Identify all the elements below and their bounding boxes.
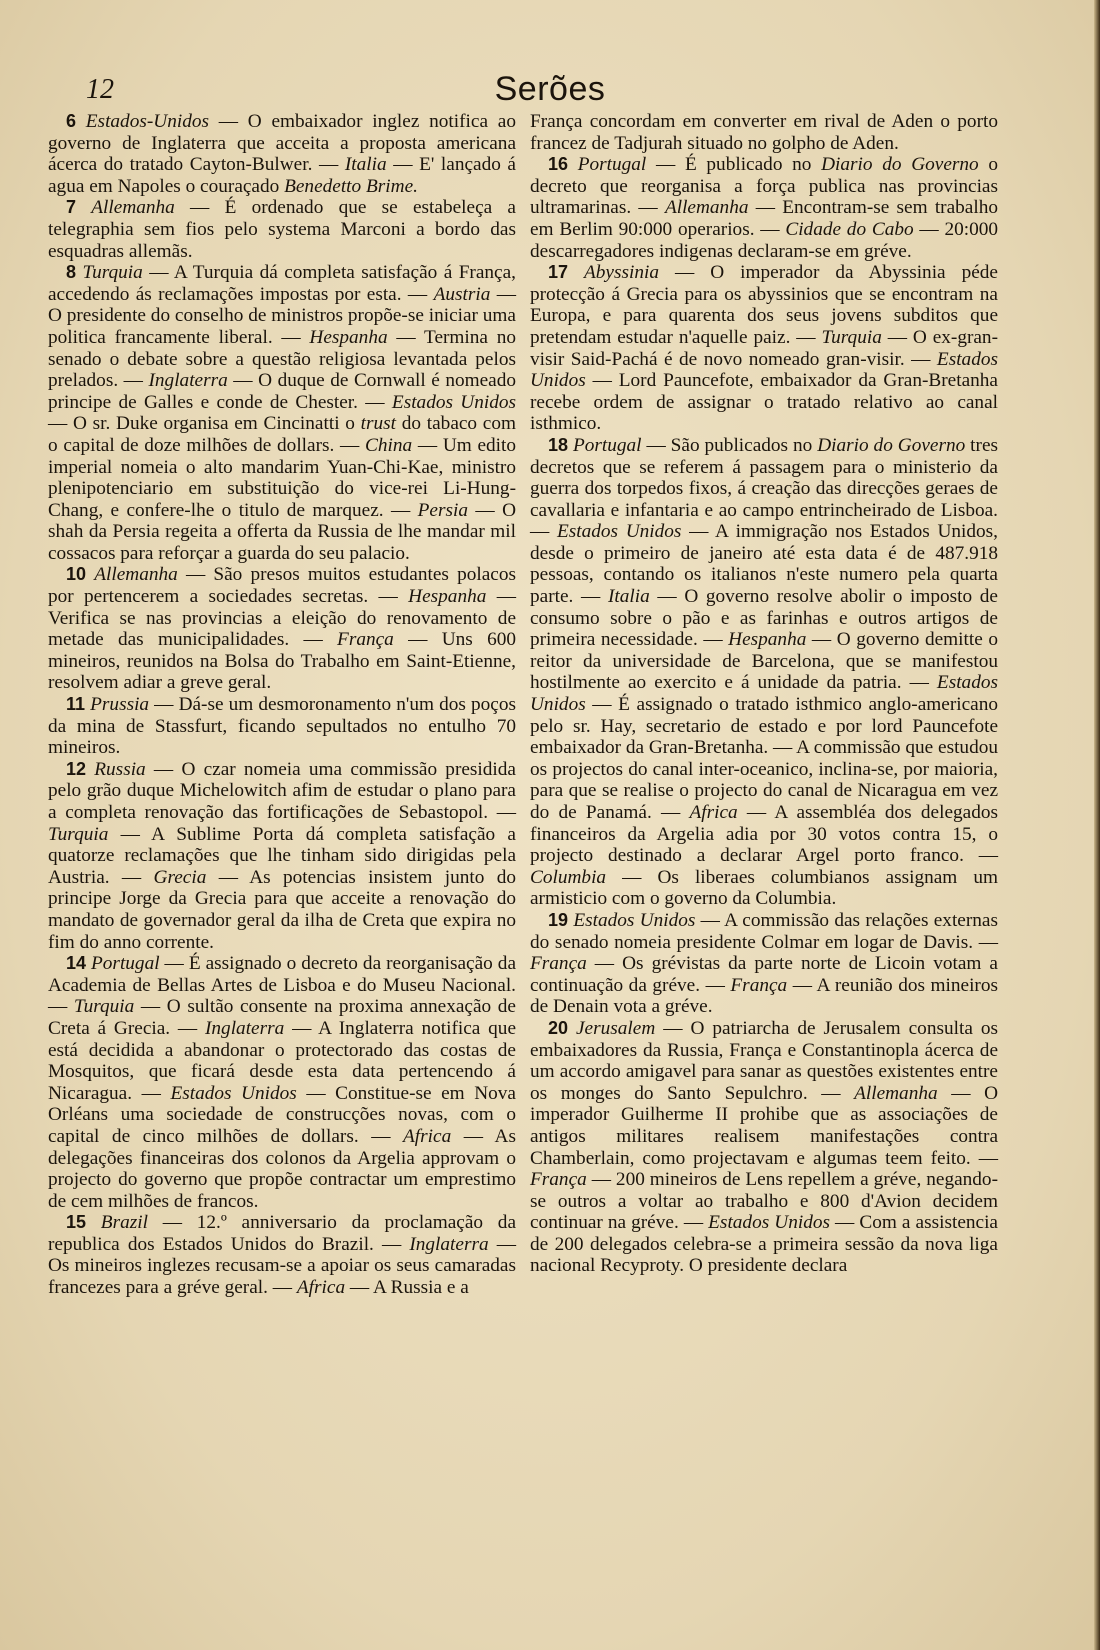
entry-text: — A commissão das relações externas do senado nomeia presidente Colmar em logar de Davis. — bbox=[530, 909, 998, 953]
entry-place-name: Abyssinia bbox=[584, 262, 659, 284]
entry-text: — Dá-se um desmoronamento n'um dos poços da mina de Stassfurt, ficando sepultados no entulho 70 mineiros. bbox=[48, 694, 516, 759]
entry-day-number: 14 bbox=[66, 953, 87, 974]
entry-text: — A Russia e a bbox=[345, 1277, 469, 1299]
entry-day-number: 12 bbox=[66, 758, 87, 779]
entry-text: — Encontram-se sem trabalho em Berlim 90:000 operarios. — bbox=[530, 197, 998, 240]
entry-place-name: Portugal bbox=[577, 154, 647, 176]
entry-place-name: Allemanha bbox=[854, 1082, 938, 1104]
entry-place-name: Inglaterra bbox=[148, 370, 228, 392]
entry-text: — Os mineiros inglezes recusam-se a apoiar os seus camaradas francezes para a gréve geral. — bbox=[48, 1233, 516, 1299]
entry-text: — E' lançado á agua em Napoles o couraçado bbox=[48, 154, 516, 197]
entry-place-name: Persia bbox=[417, 499, 468, 521]
chronicle-entry bbox=[48, 564, 516, 694]
entry-text: tres decretos que se referem á passagem para o ministerio da guerra dos torpedos fixos, á creação das direcções geraes de cavallaria e infantaria e ao campo entrincheirado de Lisboa. — bbox=[530, 434, 999, 543]
entry-place-name: Russia bbox=[94, 758, 146, 780]
entry-place-name: França bbox=[730, 974, 788, 996]
entry-place-name: Italia bbox=[607, 586, 650, 608]
entry-text: — Um edito imperial nomeia o alto mandarim Yuan-Chi-Kae, ministro plenipotenciario em substituição do vice-rei Li-Hung-Chang, e confere-lhe o titulo de marquez. — bbox=[48, 434, 516, 521]
entry-day-number: 17 bbox=[548, 262, 569, 283]
entry-place-name: Estados Unidos bbox=[391, 391, 517, 413]
entry-text: — É assignado o tratado isthmico anglo-americano pelo sr. Hay, secretario de estado e por lord Pauncefote embaixador da Gran-Bretanha. — A commissão que estudou os projectos do canal inter-oceanico, inclina-se, por maioria, para que se realise o projecto do canal de Nicaragua em vez do de Panamá. — bbox=[530, 694, 998, 823]
entry-text: — São presos muitos estudantes polacos por pertencerem a sociedades secretas. — bbox=[48, 564, 516, 608]
entry-day-number: 20 bbox=[548, 1017, 569, 1038]
entry-place-name: Hespanha bbox=[728, 629, 807, 651]
entry-text: — É ordenado que se estabeleça a telegraphia sem fios pelo systema Marconi a bordo das esquadras allemãs. bbox=[48, 197, 516, 262]
entry-place-name: Africa bbox=[403, 1125, 452, 1147]
entry-day-number: 16 bbox=[548, 154, 569, 175]
entry-place-name: Turquia bbox=[48, 823, 109, 845]
chronicle-entry bbox=[48, 262, 516, 564]
entry-place-name: trust bbox=[360, 413, 397, 435]
entry-place-name: Prussia bbox=[90, 694, 150, 716]
entry-place-name: Austria bbox=[433, 283, 491, 305]
entry-text: — A Turquia dá completa satisfação á França, accedendo ás reclamações impostas por esta. — bbox=[48, 262, 516, 305]
entry-text: — Os liberaes columbianos assignam um armisticio com o governo da Columbia. bbox=[530, 866, 998, 910]
entry-day-number: 6 bbox=[66, 111, 77, 131]
entry-text: — A immigração nos Estados Unidos, desde o primeiro de janeiro até esta data é de 487.918 pessoas, contando os italianos n'este numero pela quarta parte. — bbox=[530, 521, 998, 608]
entry-place-name: Inglaterra bbox=[409, 1233, 489, 1255]
entry-place-name: Estados Unidos bbox=[573, 909, 696, 931]
entry-place-name: Allemanha bbox=[91, 197, 175, 219]
chronicle-entry bbox=[530, 435, 998, 910]
chronicle-entry bbox=[48, 759, 516, 953]
entry-text: — Os grévistas da parte norte de Licoin votam a continuação da gréve. — bbox=[530, 953, 998, 996]
entry-place-name: Estados Unidos bbox=[556, 521, 682, 543]
entry-place-name: Hespanha bbox=[408, 586, 487, 608]
entry-place-name: Cidade do Cabo bbox=[785, 218, 914, 240]
entry-text: — 200 mineiros de Lens repellem a gréve, negando-se outros a voltar ao trabalho e 800 d'Avion decidem continuar na gréve. — bbox=[530, 1169, 998, 1234]
entry-place-name: Africa bbox=[296, 1277, 346, 1299]
page-number: 12 bbox=[86, 74, 114, 105]
entry-text: — 12.º anniversario da proclamação da republica dos Estados Unidos do Brazil. — bbox=[48, 1212, 516, 1255]
entry-day-number: 10 bbox=[66, 564, 87, 585]
entry-text: — O czar nomeia uma commissão presidida pelo grão duque Michelowitch afim de estudar o plano para a completa renovação das fortificações de Sebastopol. — bbox=[48, 758, 516, 823]
entry-place-name: França bbox=[530, 953, 587, 975]
right-column bbox=[530, 111, 998, 1277]
entry-text: — O imperador da Abyssinia péde protecção á Grecia para os abyssinios que se encontram na Europa, e para quarenta dos seus jovens subditos que pretendam estudar n'aquelle paiz. — bbox=[530, 262, 998, 348]
chronicle-entry bbox=[48, 111, 516, 197]
chronicle-entry bbox=[48, 1212, 516, 1298]
entry-place-name: China bbox=[365, 434, 413, 456]
entry-text: — O presidente do conselho de ministros propõe-se iniciar uma politica francamente liberal. — bbox=[48, 283, 516, 348]
entry-text: — Verifica se nas provincias a eleição do renovamento de metade das municipalidades. — bbox=[48, 586, 516, 651]
entry-place-name: Grecia bbox=[153, 866, 207, 888]
entry-place-name: Allemanha bbox=[664, 197, 749, 219]
chronicle-entry bbox=[48, 694, 516, 759]
entry-text: — As delegações financeiras dos colonos da Argelia approvam o projecto do governo que propõe contractar um emprestimo de cem milhões de francos. bbox=[48, 1125, 516, 1212]
entry-place-name: Hespanha bbox=[309, 326, 388, 348]
entry-text: — É assignado o decreto da reorganisação da Academia de Bellas Artes de Lisboa e do Museu Nacional. — bbox=[48, 953, 516, 1018]
entry-place-name: Turquia bbox=[821, 326, 882, 348]
entry-place-name: França bbox=[530, 1169, 587, 1191]
entry-text: — A reunião dos mineiros de Denain vota a gréve. bbox=[530, 974, 998, 1018]
entry-place-name: Estados-Unidos bbox=[85, 111, 209, 132]
entry-text: — O governo demitte o reitor da universidade de Barcelona, que se manifestou hostilmente ao exercito e á unidade da patria. — bbox=[530, 629, 998, 694]
left-column bbox=[48, 111, 516, 1299]
entry-place-name: Diario do Governo bbox=[821, 154, 979, 176]
entry-text: — Uns 600 mineiros, reunidos na Bolsa do Trabalho em Saint-Etienne, resolvem adiar a greve geral. bbox=[48, 629, 516, 694]
entry-place-name: Brazil bbox=[100, 1212, 148, 1234]
chronicle-entry bbox=[530, 154, 998, 262]
entry-text: — A Inglaterra notifica que está decidida a abandonar o protectorado das costas de Mosquitos, que ficará desde esta data pertencendo á Nicaragua. — bbox=[48, 1017, 516, 1104]
entry-text: — É publicado no bbox=[646, 154, 822, 176]
entry-text: — Lord Pauncefote, embaixador da Gran-Bretanha recebe ordem de assignar o tratado relativo ao canal isthmico. bbox=[530, 370, 998, 435]
entry-day-number: 8 bbox=[66, 262, 77, 283]
entry-place-name: Africa bbox=[689, 802, 738, 823]
entry-text: — Com a assistencia de 200 delegados celebra-se a primeira sessão da nova liga nacional Recyproty. O presidente declara bbox=[530, 1212, 998, 1277]
chronicle-entry bbox=[530, 910, 998, 1018]
entry-text: — Termina no senado o debate sobre a questão religiosa levantada pelos prelados. — bbox=[48, 326, 516, 392]
running-title: Serões bbox=[494, 70, 606, 108]
chronicle-entry bbox=[530, 262, 998, 435]
entry-day-number: 7 bbox=[66, 197, 77, 218]
chronicle-entry bbox=[530, 111, 998, 154]
page-edge-shadow bbox=[1094, 0, 1100, 1650]
entry-place-name: Jerusalem bbox=[576, 1017, 656, 1039]
entry-place-name: Allemanha bbox=[94, 564, 178, 586]
entry-place-name: Estados Unidos bbox=[530, 348, 998, 392]
entry-text: — A Sublime Porta dá completa satisfação a quatorze reclamações que lhe tinham sido dirigidas pela Austria. — bbox=[48, 823, 516, 888]
entry-day-number: 15 bbox=[66, 1212, 87, 1233]
entry-text: — O ex-gran-visir Said-Pachá é de novo nomeado gran-visir. — bbox=[530, 326, 998, 370]
entry-text: — A assembléa dos delegados financeiros da Argelia adia por 30 votos contra 15, o projecto destinado a declarar Argel porto franco. — bbox=[530, 802, 998, 867]
chronicle-entry bbox=[48, 197, 516, 262]
entry-text: — O sr. Duke organisa em Cincinatti o bbox=[48, 413, 361, 435]
entry-place-name: Diario do Governo bbox=[817, 434, 966, 456]
entry-text: — O embaixador inglez notifica ao governo de Inglaterra que acceita a proposta americana ácerca do tratado Cayton-Bulwer. — bbox=[48, 111, 516, 176]
entry-text: — O imperador Guilherme II prohibe que as associações de antigos militares realisem manifestações contra Chamberlain, como projectavam e algumas teem feito. — bbox=[530, 1082, 998, 1169]
entry-text: o decreto que reorganisa a força publica nas provincias ultramarinas. — bbox=[530, 154, 999, 219]
entry-text: — São publicados no bbox=[641, 434, 818, 456]
entry-text: — O shah da Persia regeita a offerta da Russia de lhe mandar mil cossacos para reforçar a guarda do seu palacio. bbox=[48, 499, 516, 564]
entry-text: — As potencias insistem junto do principe Jorge da Grecia para que acceite a renovação do mandato de governador geral da ilha de Creta que expira no fim do anno corrente. bbox=[48, 866, 516, 953]
entry-place-name: França bbox=[337, 629, 394, 651]
entry-place-name: Turquia bbox=[82, 262, 143, 284]
entry-place-name: Italia bbox=[344, 154, 387, 176]
entry-text: — O duque de Cornwall é nomeado principe de Galles e conde de Chester. — bbox=[48, 370, 517, 413]
entry-place-name: Estados Unidos bbox=[530, 672, 998, 716]
entry-day-number: 19 bbox=[548, 909, 569, 930]
entry-place-name: Inglaterra bbox=[205, 1017, 285, 1039]
entry-text: — Constitue-se em Nova Orléans uma sociedade de construcções novas, com o capital de cinco milhões de dollars. — bbox=[48, 1082, 516, 1147]
entry-text: França concordam em converter em rival de Aden o porto francez de Tadjurah situado no golpho de Aden. bbox=[530, 111, 998, 154]
entry-place-name: Estados Unidos bbox=[170, 1082, 297, 1104]
entry-place-name: Portugal bbox=[91, 953, 160, 975]
entry-place-name: Benedetto Brime. bbox=[284, 175, 418, 197]
entry-place-name: Turquia bbox=[73, 996, 135, 1018]
entry-day-number: 18 bbox=[548, 434, 569, 455]
entry-place-name: Columbia bbox=[530, 866, 607, 888]
entry-text: — 20:000 descarregadores indigenas declaram-se em gréve. bbox=[530, 218, 999, 262]
entry-place-name: Portugal bbox=[572, 434, 642, 456]
entry-text: — O sultão consente na proxima annexação de Creta á Grecia. — bbox=[48, 996, 516, 1039]
chronicle-entry bbox=[530, 1018, 998, 1277]
entry-text: — O patriarcha de Jerusalem consulta os embaixadores da Russia, França e Constantinopla ácerca de um accordo amigavel para sanar as questões existentes entre os monges do Santo Sepulchro. — bbox=[530, 1017, 998, 1104]
entry-day-number: 11 bbox=[66, 694, 86, 715]
entry-text: — O governo resolve abolir o imposto de consumo sobre o pão e as farinhas e outros artigos de primeira necessidade. — bbox=[530, 586, 998, 651]
entry-place-name: Estados Unidos bbox=[708, 1212, 830, 1234]
entry-text: do tabaco com o capital de doze milhões de dollars. — bbox=[48, 413, 516, 456]
chronicle-entry bbox=[48, 953, 516, 1212]
